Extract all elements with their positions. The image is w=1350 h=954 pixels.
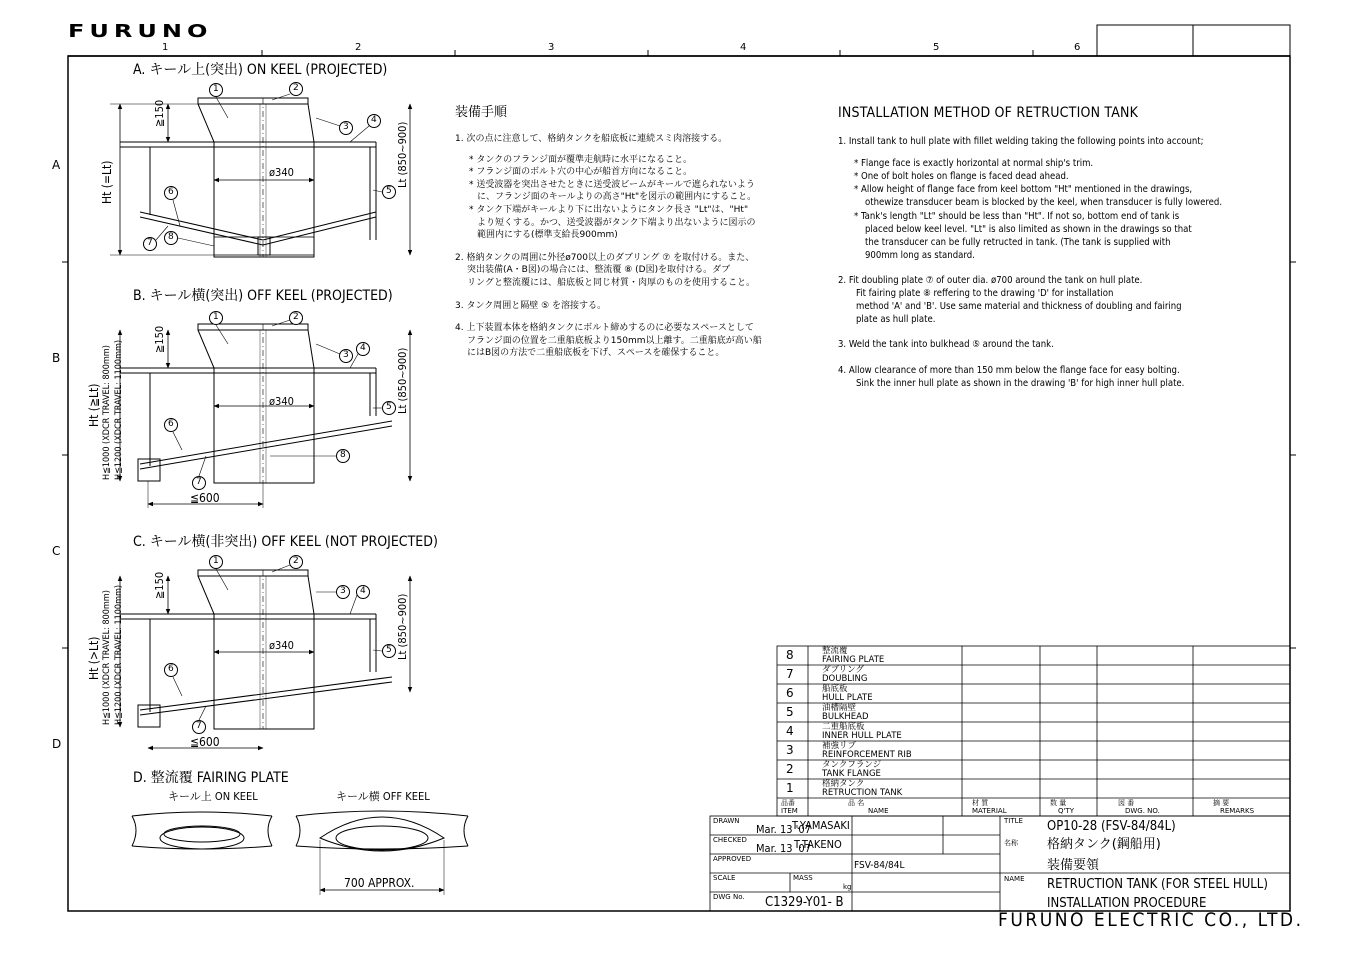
section-c-title: C. キール横(非突出) OFF KEEL (NOT PROJECTED) — [133, 534, 438, 550]
dwg-no: C1329-Y01- B — [765, 895, 844, 910]
dim-lt-b: Lt (850~900) — [396, 347, 409, 414]
jp-step-3: 3. タンク周囲と隔壁 ⑤ を溶接する。 — [455, 300, 607, 311]
scale-label: SCALE — [713, 874, 736, 882]
checked-date: Mar. 13 '07 — [756, 842, 811, 855]
dim-600-c: ≦600 — [190, 735, 220, 749]
dim-700-approx: 700 APPROX. — [344, 876, 415, 890]
checked-by: T.TAKENO — [794, 838, 842, 851]
en-step-2-cont: method 'A' and 'B'. Use same material and thickness of doubling and fairing — [856, 301, 1182, 313]
en-step-2: 2. Fit doubling plate ⑦ of outer dia. ø700 around the tank on hull plate. — [838, 274, 1143, 286]
en-step-3: 3. Weld the tank into bulkhead ⑤ around the tank. — [838, 339, 1054, 351]
dwg-no-label: DWG No. — [713, 893, 745, 901]
model-no: FSV-84/84L — [854, 860, 905, 871]
callout-3: 3 — [343, 122, 349, 132]
en-bullet-cont: the transducer can be fully retructed in tank. (The tank is supplied with — [865, 236, 1171, 248]
callout-6: 6 — [168, 187, 174, 197]
jp-bullet: * フランジ面のボルト穴の中心が船首方向になること。 — [469, 167, 693, 178]
part-name-en: REINFORCEMENT RIB — [822, 750, 912, 760]
part-name-jp: ダブリング — [822, 665, 864, 675]
jp-instructions — [455, 133, 762, 360]
part-name-jp: 補強リブ — [822, 741, 857, 751]
en-step-2-cont: Fit fairing plate ⑧ reffering to the drawing 'D' for installation — [856, 288, 1114, 300]
title-label: TITLE — [1004, 817, 1023, 825]
part-name-en: FAIRING PLATE — [822, 655, 885, 665]
hdr-name-jp: 品 名 — [848, 799, 865, 807]
name-jp-1: 格納タンク(鋼船用) — [1047, 837, 1161, 852]
dim-dia-c: ø340 — [269, 639, 294, 652]
part-no: 2 — [786, 762, 794, 776]
en-instructions — [838, 135, 1222, 390]
callout-2: 2 — [293, 556, 299, 566]
en-bullet: * Flange face is exactly horizontal at normal ship's trim. — [854, 158, 1094, 170]
hdr-rem: REMARKS — [1220, 807, 1255, 815]
part-no: 6 — [786, 686, 794, 700]
en-bullet: * Tank's length "Lt" should be less than "Ht". If not so, bottom end of tank is — [854, 210, 1180, 222]
section-a-title: A. キール上(突出) ON KEEL (PROJECTED) — [133, 62, 388, 78]
en-bullet-cont: othewize transducer beam is blocked by the keel, when transducer is fully lowered. — [865, 197, 1223, 209]
callout-7: 7 — [196, 477, 202, 487]
dim-ht-c: Ht (>Lt) — [87, 636, 101, 680]
name-en-1: RETRUCTION TANK (FOR STEEL HULL) — [1047, 877, 1268, 892]
dim-dia-b: ø340 — [269, 395, 294, 408]
part-name-jp: 二重船底板 — [822, 722, 865, 732]
jp-bullet-cont: 範囲内にする(標準支給長900mm) — [477, 230, 618, 241]
callout-6: 6 — [168, 419, 174, 429]
part-name-en: INNER HULL PLATE — [822, 731, 902, 741]
mass-unit: kg — [843, 883, 852, 891]
name-label: NAME — [1004, 875, 1025, 883]
part-name-jp: 整流覆 — [822, 646, 848, 656]
callout-4: 4 — [371, 115, 377, 125]
dim-600-b: ≦600 — [190, 491, 220, 505]
callout-6: 6 — [168, 664, 174, 674]
drawn-by: T.YAMASAKI — [792, 819, 850, 832]
dim-hi2-b: H≦1200 (XDCR TRAVEL: 1100mm) — [114, 339, 124, 480]
col-label-1: 1 — [162, 42, 169, 53]
callout-3: 3 — [343, 350, 349, 360]
jp-step-4: 4. 上下装置本体を格納タンクにボルト締めするのに必要なスペースとして — [455, 323, 754, 334]
jp-step-2: 2. 格納タンクの周囲に外径ø700以上のダブリング ⑦ を取付ける。また、 — [455, 252, 755, 263]
jp-step-4-cont: にはB図の方法で二重船底板を下げ、スペースを確保すること。 — [467, 348, 725, 359]
drawn-date: Mar. 13 '07 — [756, 823, 811, 836]
d-off-keel-label: キール横 OFF KEEL — [336, 790, 430, 803]
callout-5: 5 — [386, 186, 392, 196]
col-label-5: 5 — [933, 42, 940, 53]
hdr-dwg: DWG. NO. — [1125, 807, 1160, 815]
d-on-keel-label: キール上 ON KEEL — [168, 790, 258, 803]
approved-label: APPROVED — [713, 855, 752, 863]
dim-hi1-b: H≦1000 (XDCR TRAVEL: 800mm) — [102, 345, 112, 480]
en-bullet-cont: placed below keel level. "Lt" is also limited as shown in the drawings so that — [865, 223, 1192, 235]
name-jp-2: 装備要領 — [1047, 858, 1100, 873]
en-title: INSTALLATION METHOD OF RETRUCTION TANK — [838, 105, 1139, 121]
part-name-en: DOUBLING — [822, 674, 868, 684]
dim-ht-a: Ht (=Lt) — [100, 160, 114, 204]
row-label-c: C — [52, 544, 61, 558]
jp-bullet: * 送受波器を突出させたときに送受波ビームがキールで遮られないよう — [469, 179, 755, 190]
callout-2: 2 — [293, 83, 299, 93]
row-label-b: B — [52, 351, 61, 365]
part-name-jp: タンクフランジ — [822, 760, 882, 770]
jp-step-4-cont: フランジ面の位置を二重船底板より150mm以上離す。二重船底が高い船 — [467, 335, 762, 346]
dim-dia-a: ø340 — [269, 166, 294, 179]
dim-150-c: ≧150 — [153, 571, 166, 599]
figure-d — [132, 811, 468, 895]
col-label-6: 6 — [1074, 42, 1081, 53]
hdr-item: ITEM — [781, 807, 798, 815]
jp-step-1: 1. 次の点に注意して、格納タンクを船底板に連続スミ肉溶接する。 — [455, 134, 728, 144]
callout-4: 4 — [360, 586, 366, 596]
col-label-2: 2 — [355, 42, 362, 53]
callout-3: 3 — [340, 586, 346, 596]
name-en-2: INSTALLATION PROCEDURE — [1047, 896, 1207, 911]
jp-bullet-cont: より短くする。かつ、送受波器がタンク下端より出ないように図示の — [477, 217, 756, 228]
part-no: 7 — [786, 667, 794, 681]
jp-step-2-cont: リングと整流覆には、船底板と同じ材質・肉厚のものを使用すること。 — [467, 277, 756, 288]
dim-150-b: ≧150 — [153, 325, 166, 353]
part-name-en: BULKHEAD — [822, 712, 869, 722]
en-step-4: 4. Allow clearance of more than 150 mm below the flange face for easy bolting. — [838, 364, 1180, 376]
checked-label: CHECKED — [713, 836, 747, 844]
part-name-jp: 油槽隔壁 — [822, 703, 857, 713]
name-jp-label: 名称 — [1004, 839, 1018, 847]
callout-4: 4 — [360, 343, 366, 353]
dim-hi1-c: H≦1000 (XDCR TRAVEL: 800mm) — [102, 590, 112, 725]
en-bullet-cont: 900mm long as standard. — [865, 249, 975, 261]
section-b-title: B. キール横(突出) OFF KEEL (PROJECTED) — [133, 288, 393, 304]
callout-5: 5 — [386, 402, 392, 412]
dim-ht-b: Ht (≧Lt) — [87, 383, 101, 427]
callout-8: 8 — [168, 232, 174, 242]
jp-bullet: * タンクのフランジ面が覆準走航時に水平になること。 — [469, 154, 692, 165]
jp-bullet: * タンク下端がキールより下に出ないようにタンク長さ "Lt"は、"Ht" — [469, 204, 749, 215]
hdr-qty-jp: 数 量 — [1050, 799, 1067, 807]
section-d-title: D. 整流覆 FAIRING PLATE — [133, 770, 289, 786]
callout-5: 5 — [386, 645, 392, 655]
hdr-dwg-jp: 図 番 — [1118, 799, 1135, 807]
row-label-d: D — [52, 737, 62, 751]
en-bullet: * One of bolt holes on flange is faced dead ahead. — [854, 171, 1069, 183]
en-step-1: 1. Install tank to hull plate with fillet welding taking the following points into account; — [838, 136, 1204, 147]
dim-lt-a: Lt (850~900) — [396, 121, 409, 188]
part-no: 3 — [786, 743, 794, 757]
part-no: 8 — [786, 648, 794, 662]
drawing-title: OP10-28 (FSV-84/84L) — [1047, 819, 1176, 834]
hdr-rem-jp: 摘 要 — [1213, 799, 1230, 807]
callout-7: 7 — [147, 238, 153, 248]
part-no: 4 — [786, 724, 794, 738]
part-no: 1 — [786, 781, 794, 795]
dim-150-a: ≧150 — [153, 99, 166, 127]
jp-step-2-cont: 突出装備(A・B図)の場合には、整流覆 ⑧ (D図)を取付ける。ダブ — [467, 265, 731, 276]
part-name-en: HULL PLATE — [822, 693, 873, 703]
callout-8: 8 — [340, 450, 346, 460]
furuno-logo: FURUNO — [68, 20, 213, 42]
part-name-jp: 船底板 — [822, 684, 848, 694]
dim-hi2-c: H≦1200 (XDCR TRAVEL: 1100mm) — [114, 584, 124, 725]
part-name-en: RETRUCTION TANK — [822, 788, 903, 798]
callout-2: 2 — [293, 312, 299, 322]
mass-label: MASS — [793, 874, 813, 882]
hdr-mat: MATERIAL — [972, 807, 1007, 815]
hdr-mat-jp: 材 質 — [972, 799, 989, 807]
en-bullet: * Allow height of flange face from keel bottom "Ht" mentioned in the drawings, — [854, 184, 1193, 196]
callout-1: 1 — [213, 556, 219, 566]
hdr-item-jp: 品番 — [781, 799, 795, 807]
hdr-name: NAME — [868, 807, 889, 815]
jp-title: 装備手順 — [455, 105, 508, 120]
en-step-2-cont: plate as hull plate. — [856, 314, 936, 326]
callout-7: 7 — [196, 721, 202, 731]
part-name-jp: 格納タンク — [822, 779, 865, 789]
row-label-a: A — [52, 158, 61, 172]
part-no: 5 — [786, 705, 794, 719]
col-label-4: 4 — [740, 42, 747, 53]
col-label-3: 3 — [548, 42, 555, 53]
en-step-4-cont: Sink the inner hull plate as shown in the drawing 'B' for high inner hull plate. — [856, 377, 1185, 389]
callout-1: 1 — [213, 84, 219, 94]
drawn-label: DRAWN — [713, 817, 740, 825]
part-name-en: TANK FLANGE — [822, 769, 881, 779]
hdr-qty: Q'TY — [1058, 807, 1074, 815]
callout-1: 1 — [213, 312, 219, 322]
dim-lt-c: Lt (850~900) — [396, 593, 409, 660]
company-name: FURUNO ELECTRIC CO., LTD. — [998, 909, 1304, 931]
jp-bullet-cont: に、フランジ面のキールよりの高さ"Ht"を図示の範囲内にすること。 — [477, 192, 757, 203]
